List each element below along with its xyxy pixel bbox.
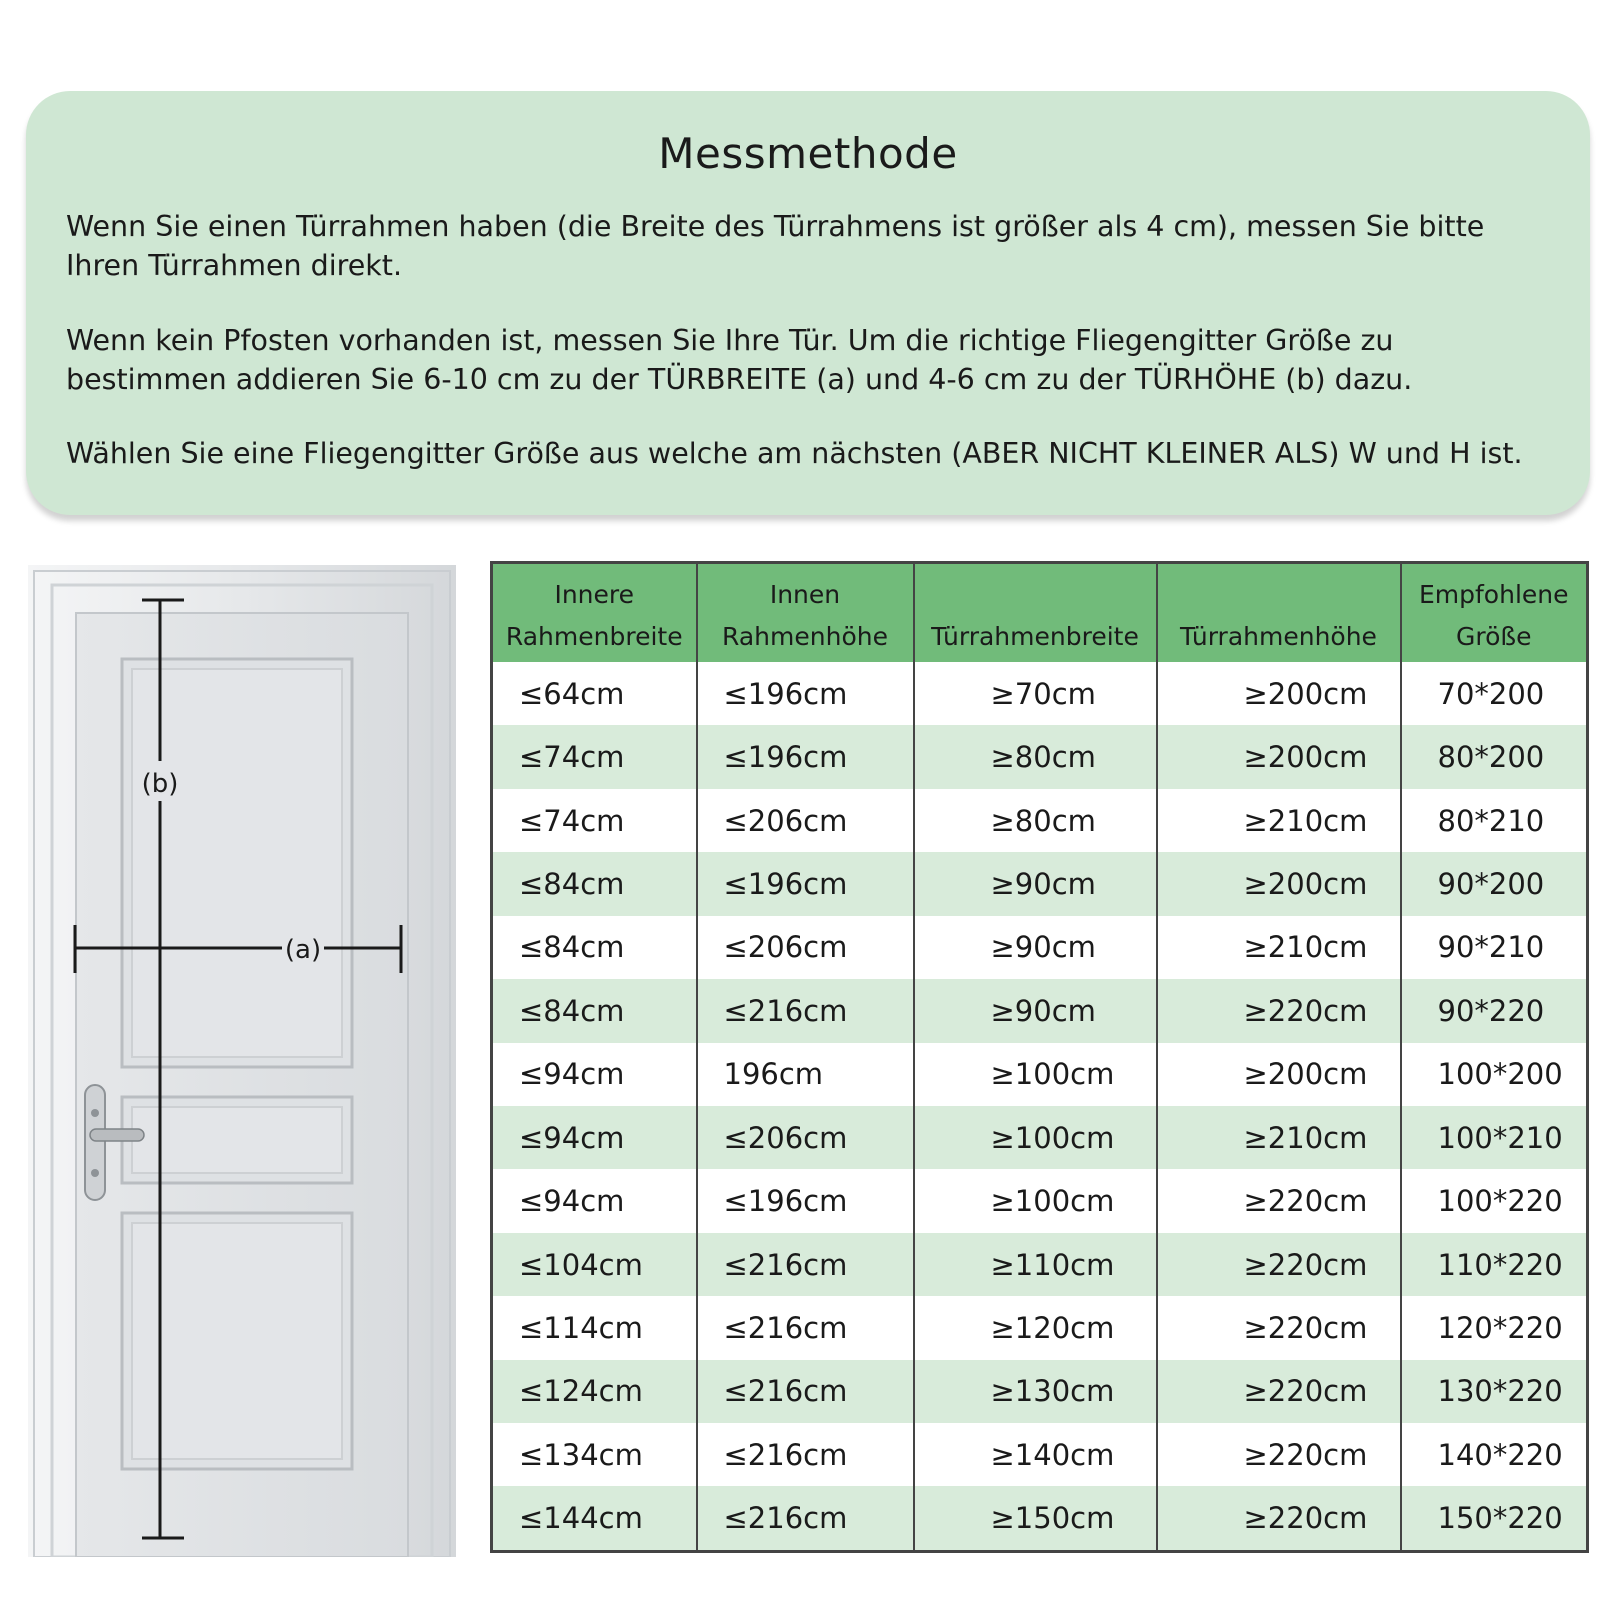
- frame-height-cell: ≥200cm: [1157, 852, 1401, 915]
- frame-height-cell: ≥200cm: [1157, 1043, 1401, 1106]
- table-row: [492, 1043, 1588, 1106]
- frame-width-cell: ≥120cm: [914, 1296, 1157, 1359]
- inner-width-cell: ≤104cm: [492, 1233, 697, 1296]
- frame-width-cell: ≥90cm: [914, 916, 1157, 979]
- inner-height-cell: ≤216cm: [697, 1486, 914, 1551]
- table-header-row: [492, 563, 1588, 663]
- frame-height-cell: ≥220cm: [1157, 1360, 1401, 1423]
- inner-width-cell: ≤124cm: [492, 1360, 697, 1423]
- table-row: [492, 1169, 1588, 1232]
- recommended-size-cell: 80*210: [1437, 803, 1545, 838]
- header-inner-frame-width: Innere Rahmenbreite: [492, 563, 697, 663]
- recommended-size-cell: 140*220: [1437, 1437, 1563, 1472]
- frame-width-cell: ≥110cm: [914, 1233, 1157, 1296]
- inner-width-cell: ≤74cm: [492, 725, 697, 788]
- inner-height-cell: 196cm: [697, 1043, 914, 1106]
- inner-width-cell: ≤74cm: [492, 789, 697, 852]
- recommended-size-cell: 110*220: [1401, 1233, 1588, 1296]
- frame-width-cell: ≥130cm: [914, 1360, 1157, 1423]
- recommended-size-cell: 90*200: [1401, 852, 1588, 915]
- header-frame-width: Türrahmenbreite: [914, 563, 1157, 663]
- frame-width-cell: ≥100cm: [914, 1106, 1157, 1169]
- inner-width-cell: ≤94cm: [492, 1043, 697, 1106]
- table-row: [492, 916, 1588, 979]
- inner-height-cell: ≤196cm: [697, 1169, 914, 1232]
- header-inner-frame-height: Innen Rahmenhöhe: [697, 563, 914, 663]
- frame-width-cell: ≥90cm: [914, 979, 1157, 1042]
- frame-height-cell: ≥210cm: [1157, 916, 1401, 979]
- info-paragraph-choose: Wählen Sie eine Fliegengitter Größe aus welche am nächsten (ABER NICHT KLEINER ALS) W und H ist.: [66, 437, 1523, 470]
- recommended-size-cell: 80*200: [1401, 725, 1588, 788]
- inner-width-cell: ≤64cm: [492, 662, 697, 725]
- table-row: [492, 1233, 1588, 1296]
- size-table: [490, 561, 1589, 1553]
- inner-height-cell: ≤216cm: [697, 1423, 914, 1486]
- height-label: (b): [141, 769, 179, 799]
- inner-height-cell: ≤206cm: [697, 1106, 914, 1169]
- door-illustration: [28, 565, 456, 1557]
- recommended-size-cell: 130*220: [1401, 1360, 1588, 1423]
- table-row: [492, 1106, 1588, 1169]
- frame-height-cell: ≥220cm: [1157, 979, 1401, 1042]
- recommended-size-cell: 100*210: [1401, 1106, 1588, 1169]
- frame-height-cell: ≥220cm: [1157, 1233, 1401, 1296]
- info-title: Messmethode: [658, 129, 958, 178]
- table-row: [492, 1296, 1588, 1359]
- table-row: [492, 1360, 1588, 1423]
- frame-height-cell: ≥200cm: [1157, 662, 1401, 725]
- frame-height-cell: ≥220cm: [1157, 1486, 1401, 1551]
- recommended-size-cell: 100*220: [1437, 1184, 1563, 1219]
- inner-height-cell: ≤216cm: [697, 1360, 914, 1423]
- table-row: [492, 662, 1588, 725]
- frame-width-cell: ≥140cm: [914, 1423, 1157, 1486]
- frame-width-cell: ≥100cm: [914, 1043, 1157, 1106]
- inner-width-cell: ≤84cm: [492, 979, 697, 1042]
- recommended-size-cell: 90*210: [1437, 930, 1545, 965]
- inner-height-cell: ≤216cm: [697, 1296, 914, 1359]
- header-frame-height: Türrahmenhöhe: [1157, 563, 1401, 663]
- frame-width-cell: ≥80cm: [914, 725, 1157, 788]
- frame-height-cell: ≥220cm: [1157, 1296, 1401, 1359]
- inner-width-cell: ≤144cm: [492, 1486, 697, 1551]
- table-row: [492, 852, 1588, 915]
- recommended-size-cell: 70*200: [1437, 676, 1545, 711]
- inner-height-cell: ≤196cm: [697, 852, 914, 915]
- door-leaf: [76, 613, 408, 1557]
- frame-width-cell: ≥90cm: [914, 852, 1157, 915]
- frame-height-cell: ≥200cm: [1157, 725, 1401, 788]
- frame-width-cell: ≥80cm: [914, 789, 1157, 852]
- info-paragraph-frame: Wenn Sie einen Türrahmen haben (die Breite des Türrahmens ist größer als 4 cm), messen Sie bitte Ihren Türrahmen direkt.: [66, 210, 1485, 282]
- table-row: [492, 979, 1588, 1042]
- inner-height-cell: ≤196cm: [697, 662, 914, 725]
- measurement-info-box: [26, 91, 1590, 515]
- width-label: (a): [284, 935, 322, 965]
- inner-width-cell: ≤94cm: [492, 1169, 697, 1232]
- inner-height-cell: ≤206cm: [697, 916, 914, 979]
- inner-width-cell: ≤84cm: [492, 916, 697, 979]
- header-recommended-size: Empfohlene Größe: [1401, 563, 1588, 663]
- info-paragraph-door: Wenn kein Pfosten vorhanden ist, messen Sie Ihre Tür. Um die richtige Fliegengitter Größe zu bestimmen addieren Sie 6-10 cm zu der TÜRBREITE (a) und 4-6 cm zu der TÜRHÖHE (b) dazu.: [66, 324, 1413, 396]
- table-row: [492, 1486, 1588, 1551]
- recommended-size-cell: 120*220: [1437, 1310, 1563, 1345]
- frame-width-cell: ≥100cm: [914, 1169, 1157, 1232]
- inner-height-cell: ≤216cm: [697, 1233, 914, 1296]
- frame-width-cell: ≥70cm: [914, 662, 1157, 725]
- recommended-size-cell: 90*220: [1401, 979, 1588, 1042]
- frame-height-cell: ≥210cm: [1157, 1106, 1401, 1169]
- inner-width-cell: ≤84cm: [492, 852, 697, 915]
- table-row: [492, 1423, 1588, 1486]
- frame-height-cell: ≥220cm: [1157, 1169, 1401, 1232]
- table-row: [492, 725, 1588, 788]
- recommended-size-cell: 100*200: [1437, 1057, 1563, 1092]
- inner-height-cell: ≤196cm: [697, 725, 914, 788]
- inner-height-cell: ≤206cm: [697, 789, 914, 852]
- table-row: [492, 789, 1588, 852]
- inner-width-cell: ≤114cm: [492, 1296, 697, 1359]
- frame-height-cell: ≥220cm: [1157, 1423, 1401, 1486]
- inner-width-cell: ≤134cm: [492, 1423, 697, 1486]
- frame-width-cell: ≥150cm: [914, 1486, 1157, 1551]
- inner-width-cell: ≤94cm: [492, 1106, 697, 1169]
- inner-height-cell: ≤216cm: [697, 979, 914, 1042]
- frame-height-cell: ≥210cm: [1157, 789, 1401, 852]
- recommended-size-cell: 150*220: [1401, 1486, 1588, 1551]
